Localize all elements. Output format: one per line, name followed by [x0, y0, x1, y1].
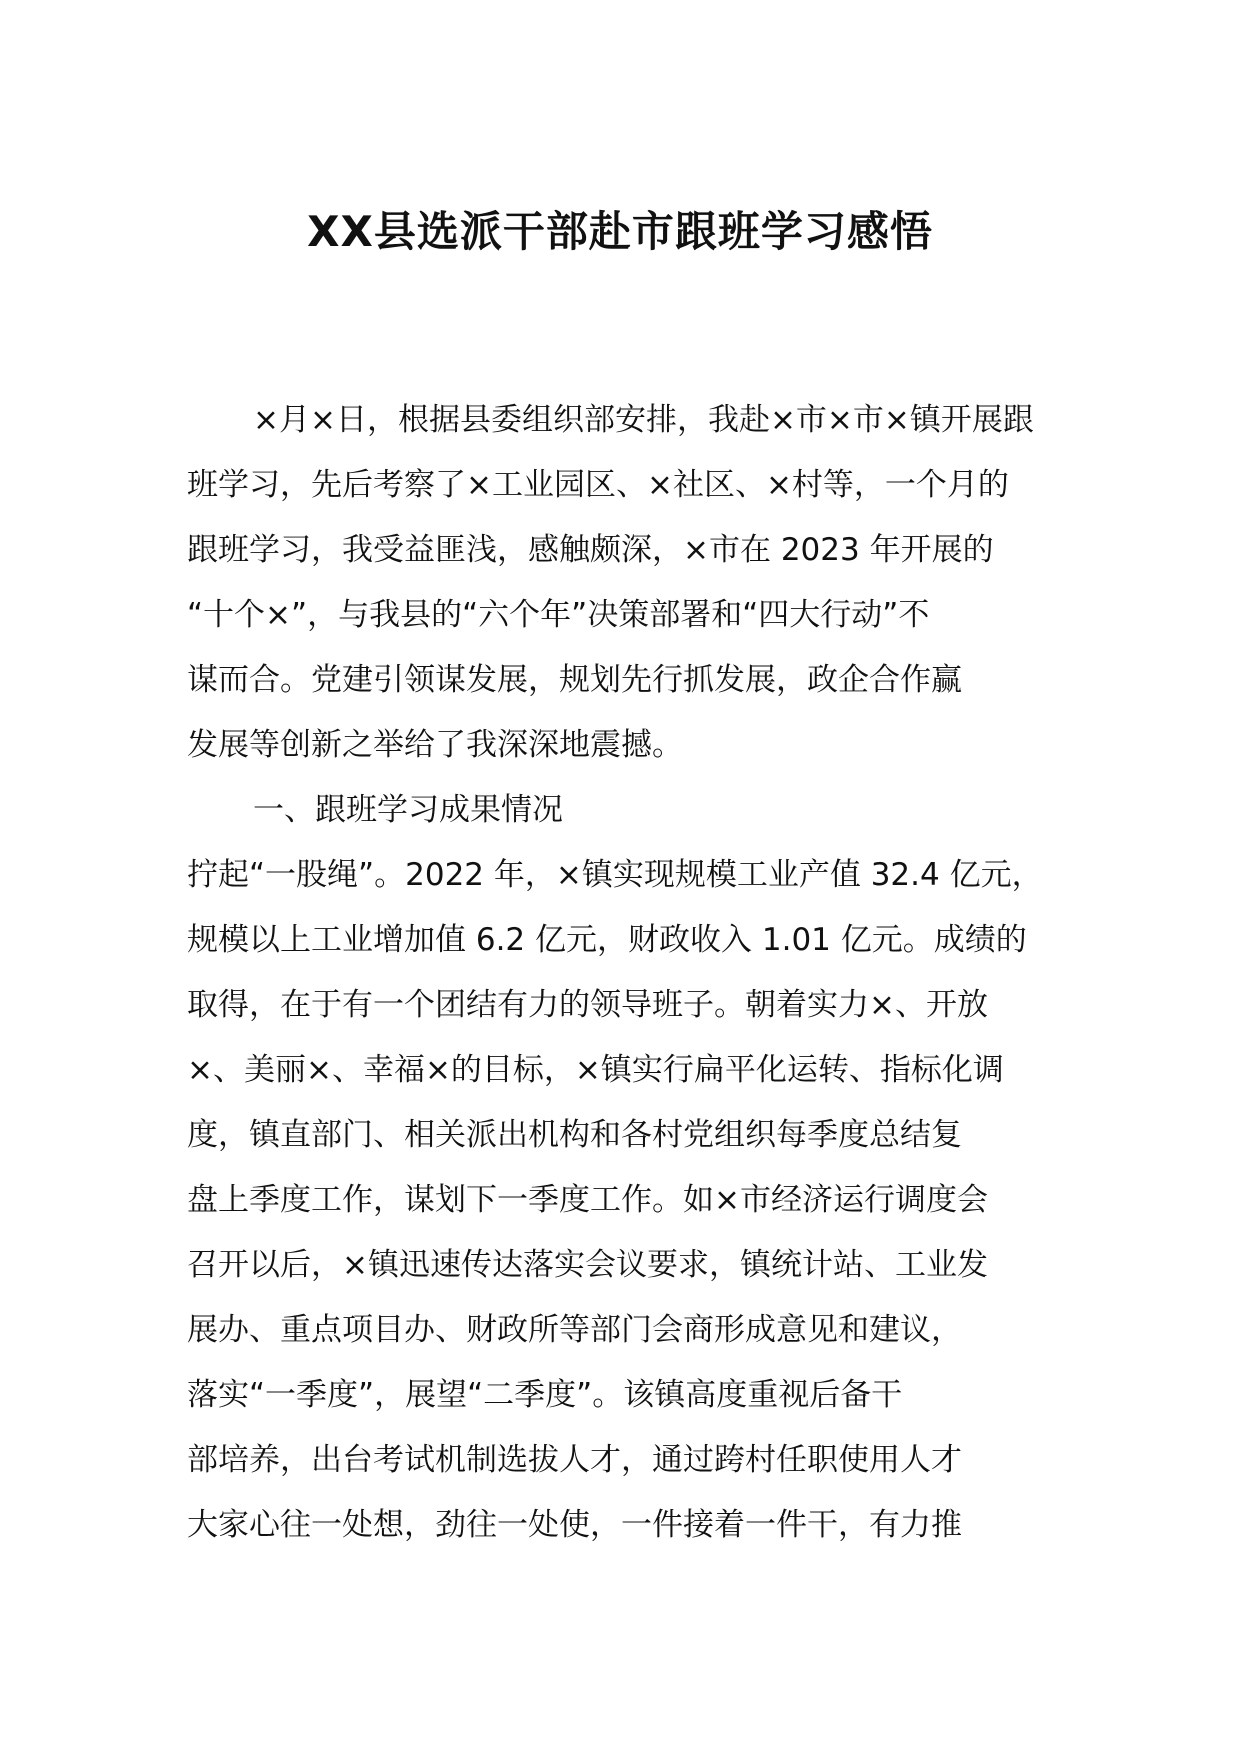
paragraph-line: 规模以上工业增加值 6.2 亿元，财政收入 1.01 亿元。成绩的 [187, 922, 1027, 958]
paragraph-line: 班学习，先后考察了×工业园区、×社区、×村等，一个月的 [187, 467, 1009, 503]
paragraph-line: 盘上季度工作，谋划下一季度工作。如×市经济运行调度会 [187, 1182, 988, 1218]
paragraph-line: 召开以后，×镇迅速传达落实会议要求，镇统计站、工业发 [187, 1247, 988, 1283]
paragraph-line: ×月×日，根据县委组织部安排，我赴×市×市×镇开展跟 [253, 402, 1034, 438]
paragraph-line: 取得，在于有一个团结有力的领导班子。朝着实力×、开放 [187, 987, 988, 1023]
paragraph-line: 部培养，出台考试机制选拔人才，通过跨村任职使用人才 [187, 1442, 962, 1478]
paragraph-line: 发展等创新之举给了我深深地震撼。 [187, 727, 683, 763]
document-body [187, 388, 1092, 1558]
document-title: XX县选派干部赴市跟班学习感悟 [307, 207, 933, 256]
section-heading: 一、跟班学习成果情况 [253, 792, 563, 828]
paragraph-line: 拧起“一股绳”。2022 年，×镇实现规模工业产值 32.4 亿元， [187, 857, 1043, 893]
paragraph-line: 谋而合。党建引领谋发展，规划先行抓发展，政企合作赢 [187, 662, 962, 698]
paragraph-line: 落实“一季度”，展望“二季度”。该镇高度重视后备干 [187, 1377, 903, 1413]
paragraph-line: 度，镇直部门、相关派出机构和各村党组织每季度总结复 [187, 1117, 962, 1153]
paragraph-line: ×、美丽×、幸福×的目标，×镇实行扁平化运转、指标化调 [187, 1052, 1004, 1088]
paragraph-line: 大家心往一处想，劲往一处使，一件接着一件干，有力推 [187, 1507, 962, 1543]
paragraph-line: “十个×”，与我县的“六个年”决策部署和“四大行动”不 [187, 597, 930, 633]
paragraph-line: 展办、重点项目办、财政所等部门会商形成意见和建议， [187, 1312, 962, 1348]
paragraph-line: 跟班学习，我受益匪浅，感触颇深，×市在 2023 年开展的 [187, 532, 994, 568]
